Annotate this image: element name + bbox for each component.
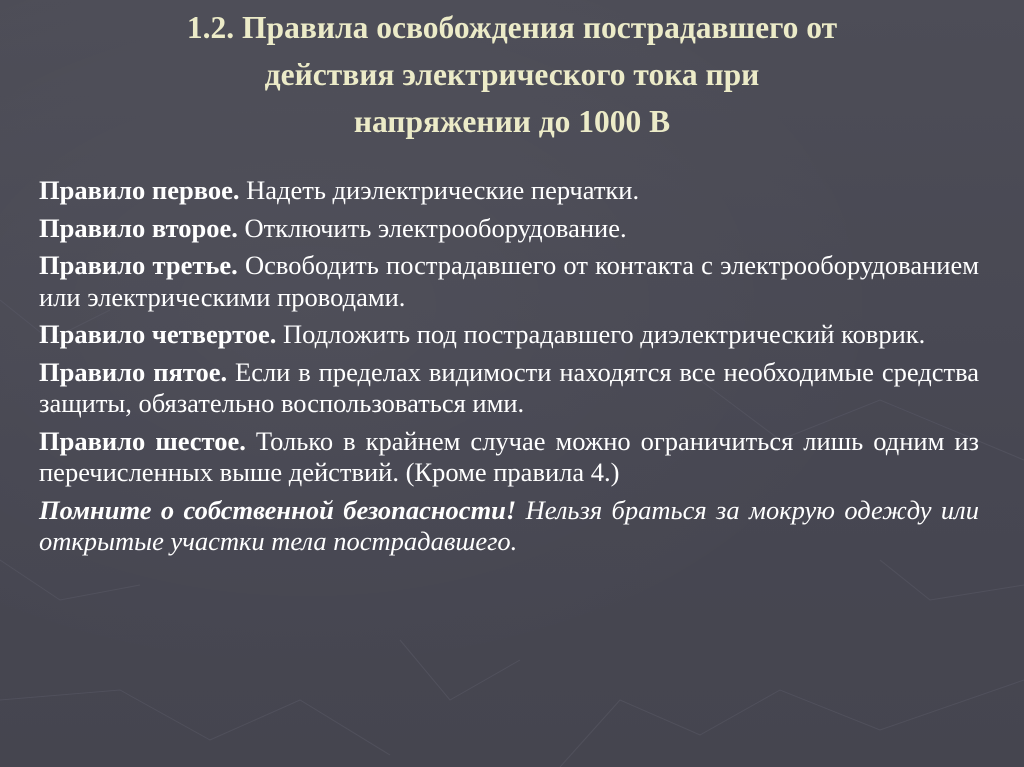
rule-3 xyxy=(39,250,979,313)
rule-text: Освободить пострадавшего от контакта с электрооборудованием или электрическими проводами. xyxy=(39,250,980,312)
rule-text: Подложить под пострадавшего диэлектрический коврик. xyxy=(276,319,926,349)
rule-text: Надеть диэлектрические перчатки. xyxy=(239,175,640,205)
rule-label: Правило первое. xyxy=(39,175,240,205)
rule-1 xyxy=(39,175,979,207)
rule-4 xyxy=(39,319,979,351)
rules-list xyxy=(39,175,979,558)
rule-text: Если в пределах видимости находятся все необходимые средства защиты, обязательно воспользоваться ими. xyxy=(39,356,979,418)
rule-text: Только в крайнем случае можно ограничиться лишь одним из перечисленных выше действий. (Кроме правила 4.) xyxy=(39,425,980,487)
rule-5 xyxy=(39,357,979,420)
rule-label: Правило третье. xyxy=(39,250,238,280)
rule-label: Правило второе. xyxy=(39,212,238,243)
rule-label: Правило шестое. xyxy=(39,425,246,456)
rule-text: Отключить электрооборудование. xyxy=(237,212,627,243)
rule-label: Правило пятое. xyxy=(39,356,228,387)
warning-text: Нельзя браться за мокрую одежду или открытые участки тела пострадавшего. xyxy=(39,494,979,556)
warning-label: Помните о собственной безопасности! xyxy=(39,494,517,525)
title-line-2: действия электрического тока при xyxy=(264,57,760,92)
rule-label: Правило четвертое. xyxy=(39,319,277,349)
safety-warning xyxy=(39,495,979,558)
rule-6 xyxy=(39,426,979,489)
page-title xyxy=(40,4,984,145)
rule-2 xyxy=(39,213,979,245)
title-line-3: напряжении до 1000 В xyxy=(353,104,671,139)
title-line-1: 1.2. Правила освобождения пострадавшего от xyxy=(186,10,838,45)
